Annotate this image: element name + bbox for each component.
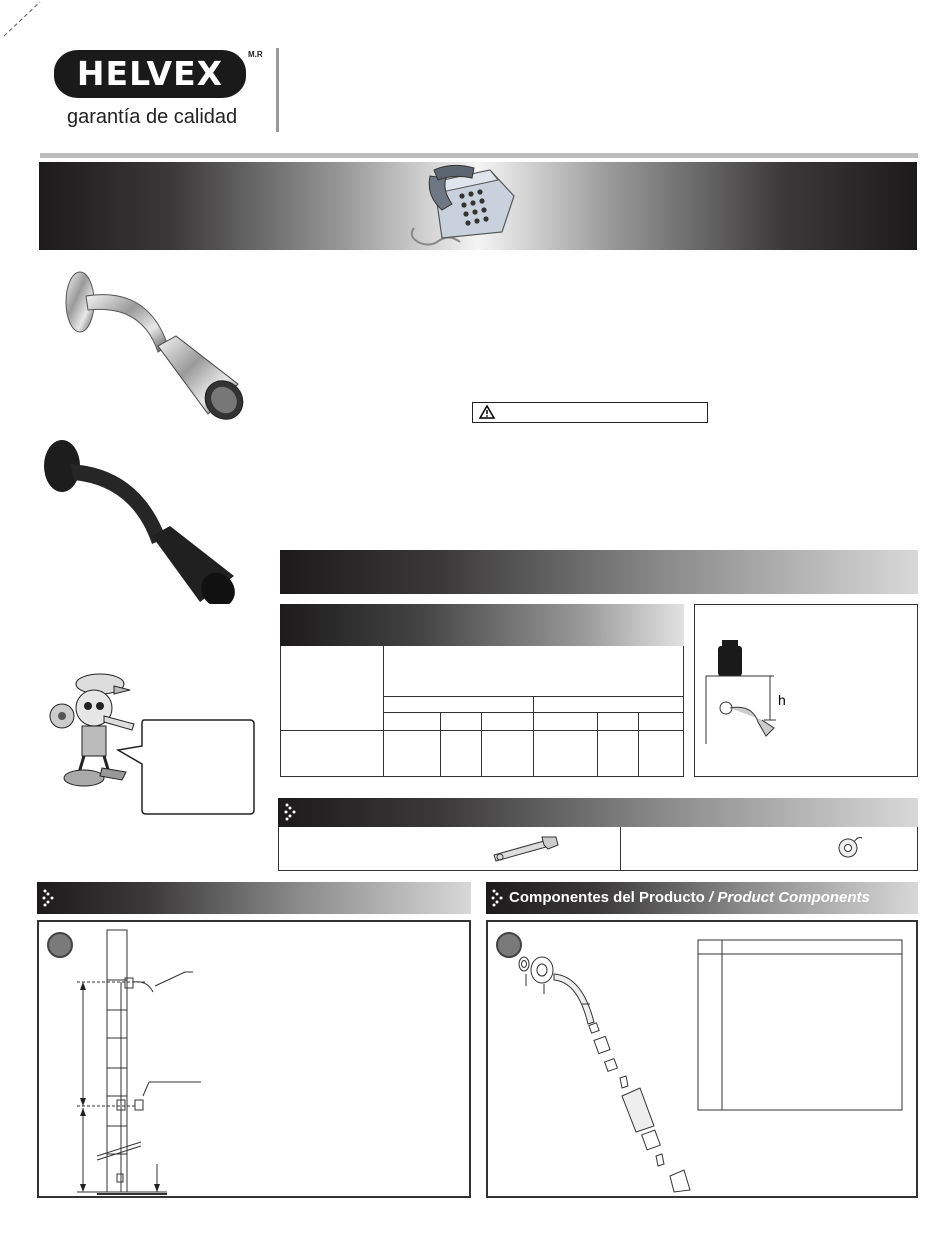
exploded-parts-drawing	[486, 920, 918, 1198]
table-header-bar	[280, 604, 684, 646]
teflon-tape-icon	[836, 834, 864, 860]
section-arrow-icon	[284, 803, 298, 821]
banner-top-rule	[40, 153, 918, 158]
height-diagram	[694, 604, 918, 777]
components-title-es: Componentes del Producto	[509, 889, 705, 906]
installation-drawing	[37, 920, 471, 1198]
wrench-icon	[490, 835, 560, 863]
tools-box	[278, 827, 918, 871]
components-title	[509, 889, 870, 906]
tools-header-bar	[278, 798, 918, 827]
section-arrow-icon	[42, 889, 56, 907]
trademark: M.R	[248, 50, 263, 59]
brand-logo	[54, 50, 246, 98]
installation-header-bar	[37, 882, 471, 914]
table-line	[533, 696, 534, 777]
telephone-icon	[404, 162, 524, 250]
header-divider	[276, 48, 279, 132]
section-arrow-icon	[491, 889, 505, 907]
tools-divider	[620, 827, 621, 871]
components-title-en: Product Components	[717, 889, 870, 906]
logo-text: HELVEX	[76, 54, 224, 93]
height-label: h	[778, 692, 786, 708]
table-line	[280, 730, 684, 731]
chrome-showerhead-image	[58, 266, 248, 426]
components-title-sep: /	[704, 889, 718, 906]
brand-tagline: garantía de calidad	[67, 106, 238, 128]
warning-box	[472, 402, 708, 423]
table-line	[597, 712, 598, 777]
table-line	[481, 712, 482, 777]
table-line	[638, 712, 639, 777]
crop-mark	[0, 0, 44, 40]
warning-triangle-icon	[479, 405, 495, 419]
black-showerhead-image	[40, 438, 240, 604]
table-line	[440, 712, 441, 777]
section-header-bar	[280, 550, 918, 594]
speech-bubble	[116, 716, 256, 818]
